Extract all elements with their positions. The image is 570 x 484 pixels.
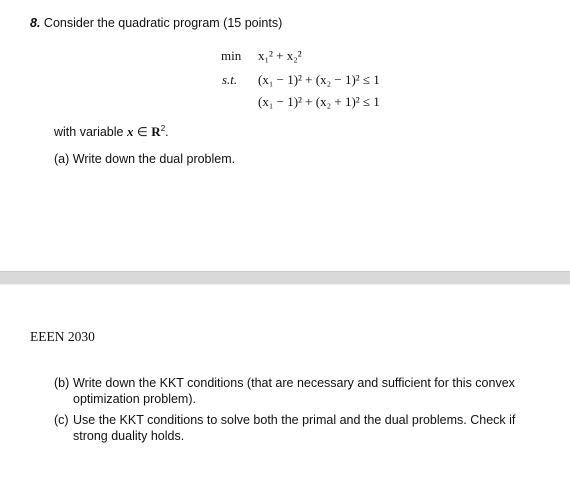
part-a-text: Write down the dual problem. — [72, 152, 236, 166]
question-title: Consider the quadratic program (15 points) — [43, 16, 283, 30]
part-a-label: (a) — [54, 152, 70, 166]
part-c — [54, 412, 554, 446]
variable-note-prefix: with variable — [54, 125, 127, 140]
part-b — [54, 375, 554, 409]
dimension-exponent: 2 — [160, 124, 166, 133]
part-a — [54, 152, 235, 166]
course-code: EEEN 2030 — [30, 329, 95, 344]
subject-to-label: s.t. — [222, 72, 238, 87]
part-c-text: Use the KKT conditions to solve both the primal and the dual problems. Check if strong duality holds. — [73, 413, 516, 443]
constraint-1: (x₁ − 1)² + (x₂ − 1)² ≤ 1 — [258, 72, 380, 87]
element-of-symbol: ∈ — [133, 125, 152, 140]
page-separator — [0, 271, 570, 285]
variable-note — [54, 124, 169, 140]
real-space-symbol: R — [151, 124, 161, 140]
objective-function: x₁² + x₂² — [258, 48, 302, 63]
min-label: min — [221, 48, 242, 63]
part-b-text: Write down the KKT conditions (that are necessary and sufficient for this convex optimization problem). — [73, 376, 515, 406]
question-number: 8. — [30, 16, 41, 30]
constraint-2: (x₁ − 1)² + (x₂ + 1)² ≤ 1 — [258, 94, 380, 109]
part-b-label: (b) — [54, 376, 70, 390]
variable-symbol: x — [126, 124, 134, 140]
variable-note-suffix: . — [165, 125, 169, 140]
part-c-label: (c) — [54, 413, 69, 427]
question-heading — [30, 16, 282, 30]
